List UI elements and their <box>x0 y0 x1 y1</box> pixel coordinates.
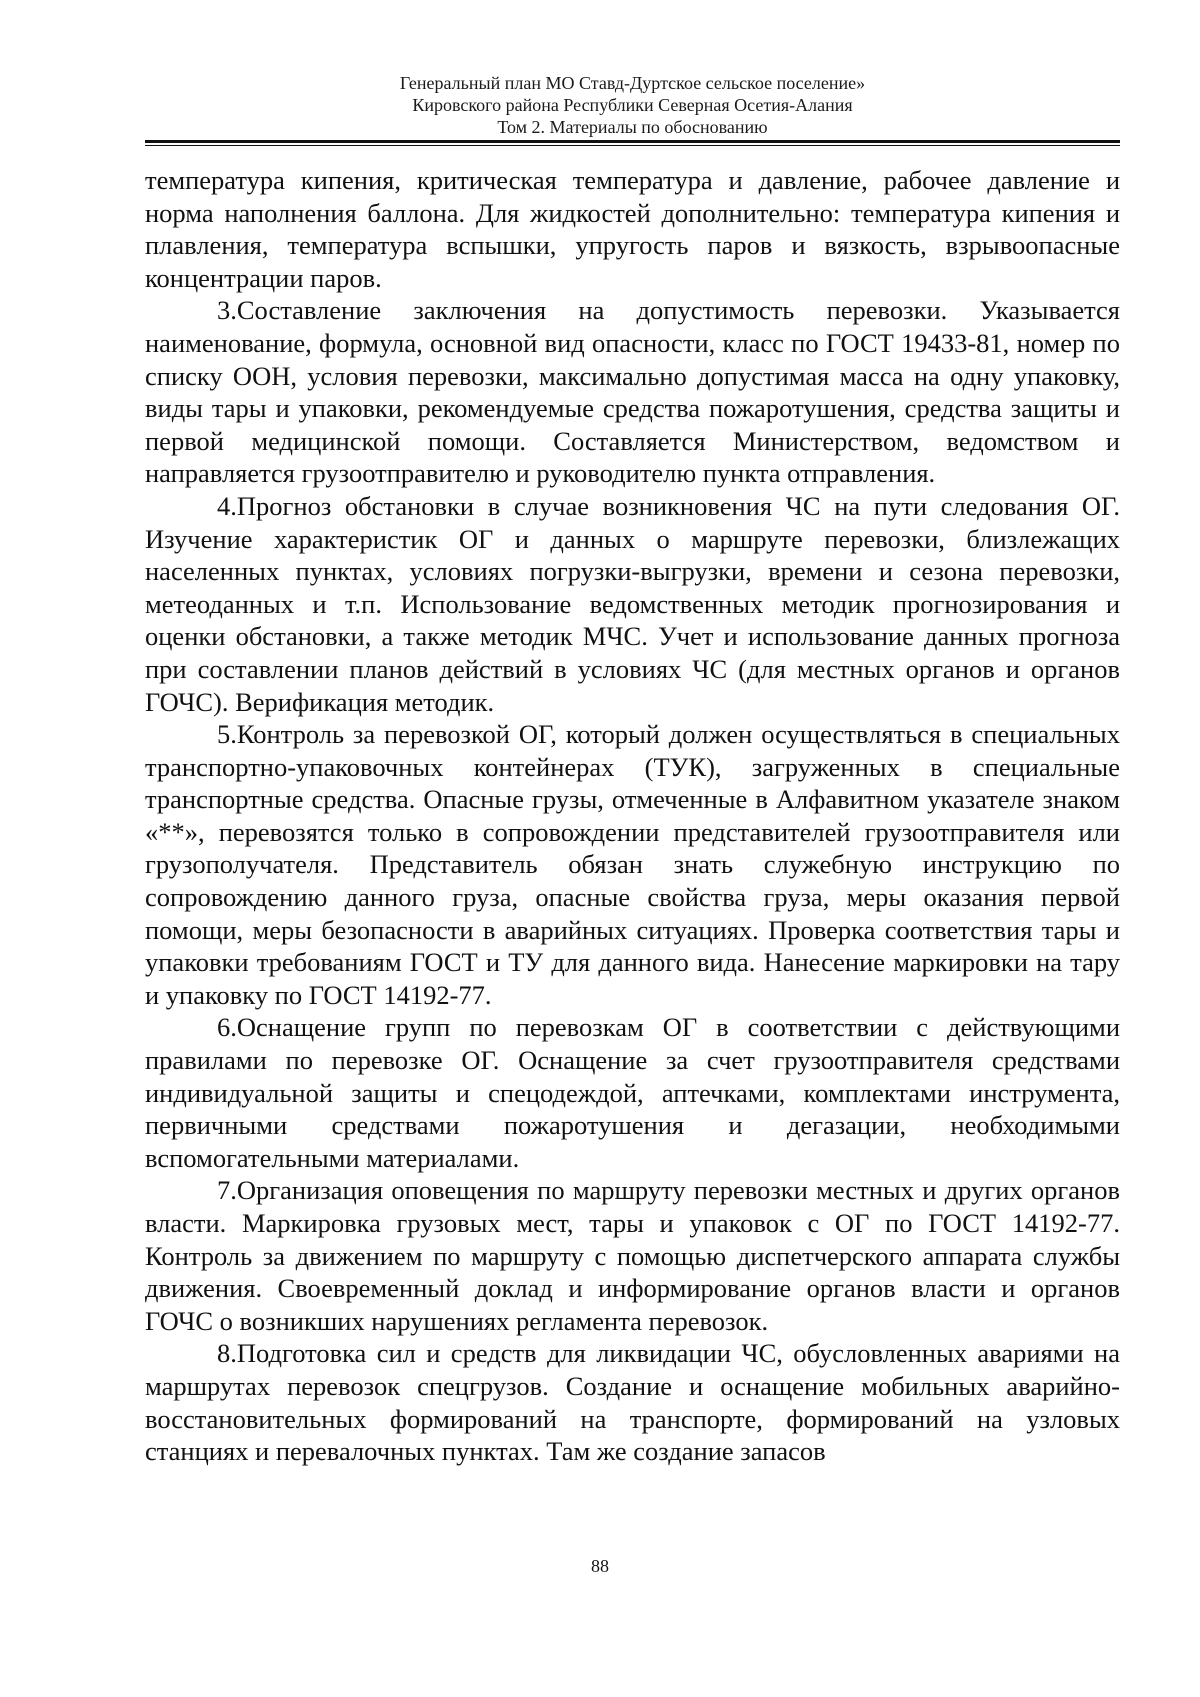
paragraph-continuation: температура кипения, критическая температура и давление, рабочее давление и норма наполнения баллона. Для жидкостей дополнительно: температура кипения и плавления, температура вспышки, упругость паров и вязкость, взрывоопасные концентрации паров. <box>145 165 1120 293</box>
paragraph-item-3: 3.Составление заключения на допустимость перевозки. Указывается наименование, формула, основной вид опасности, класс по ГОСТ 19433-81, номер по списку ООН, условия перевозки, максимально допустимая масса на одну упаковку, виды тары и упаковки, рекомендуемые средства пожаротушения, средства защиты и первой медицинской помощи. Составляется Министерством, ведомством и направляется грузоотправителю и руководителю пункта отправления. <box>145 295 1120 489</box>
paragraph-item-4: 4.Прогноз обстановки в случае возникновения ЧС на пути следования ОГ. Изучение характеристик ОГ и данных о маршруте перевозки, близлежащих населенных пунктах, условиях погрузки-выгрузки, времени и сезона перевозки, метеоданных и т.п. Использование ведомственных методик прогнозирования и оценки обстановки, а также методик МЧС. Учет и использование данных прогноза при составлении планов действий в условиях ЧС (для местных органов и органов ГОЧС). Верификация методик. <box>145 490 1120 717</box>
header-line-title: Генеральный план МО Ставд-Дуртское сельское поселение» <box>399 73 866 93</box>
paragraph-item-7: 7.Организация оповещения по маршруту перевозки местных и других органов власти. Маркировка грузовых мест, тары и упаковок с ОГ по ГОСТ 14192-77. Контроль за движением по маршруту с помощью диспетчерского аппарата службы движения. Своевременный доклад и информирование органов власти и органов ГОЧС о возникших нарушениях регламента перевозок. <box>145 1175 1120 1336</box>
page-header <box>145 72 1120 138</box>
header-rule-thin <box>145 145 1120 146</box>
header-line-region: Кировского района Республики Северная Осетия-Алания <box>412 95 853 115</box>
page-number: 88 <box>591 1556 609 1576</box>
paragraph-item-5: 5.Контроль за перевозкой ОГ, который должен осуществляться в специальных транспортно-упаковочных контейнерах (ТУК), загруженных в специальные транспортные средства. Опасные грузы, отмеченные в Алфавитном указателе знаком «**», перевозятся только в сопровождении представителей грузоотправителя или грузополучателя. Представитель обязан знать служебную инструкцию по сопровождению данного груза, опасные свойства груза, меры оказания первой помощи, меры безопасности в аварийных ситуациях. Проверка соответствия тары и упаковки требованиям ГОСТ и ТУ для данного вида. Нанесение маркировки на тару и упаковку по ГОСТ 14192-77. <box>145 719 1120 1010</box>
paragraph-item-8: 8.Подготовка сил и средств для ликвидации ЧС, обусловленных авариями на маршрутах перевозок спецгрузов. Создание и оснащение мобильных аварийно-восстановительных формирований на транспорте, формирований на узловых станциях и перевалочных пунктах. Там же создание запасов <box>145 1338 1120 1467</box>
header-line-volume: Том 2. Материалы по обоснованию <box>497 117 768 137</box>
header-rule-thick <box>145 140 1120 143</box>
paragraph-item-6: 6.Оснащение групп по перевозкам ОГ в соответствии с действующими правилами по перевозке ОГ. Оснащение за счет грузоотправителя средствами индивидуальной защиты и спецодеждой, аптечками, комплектами инструмента, первичными средствами пожаротушения и дегазации, необходимыми вспомогательными материалами. <box>145 1012 1120 1173</box>
document-body <box>145 164 1120 1468</box>
